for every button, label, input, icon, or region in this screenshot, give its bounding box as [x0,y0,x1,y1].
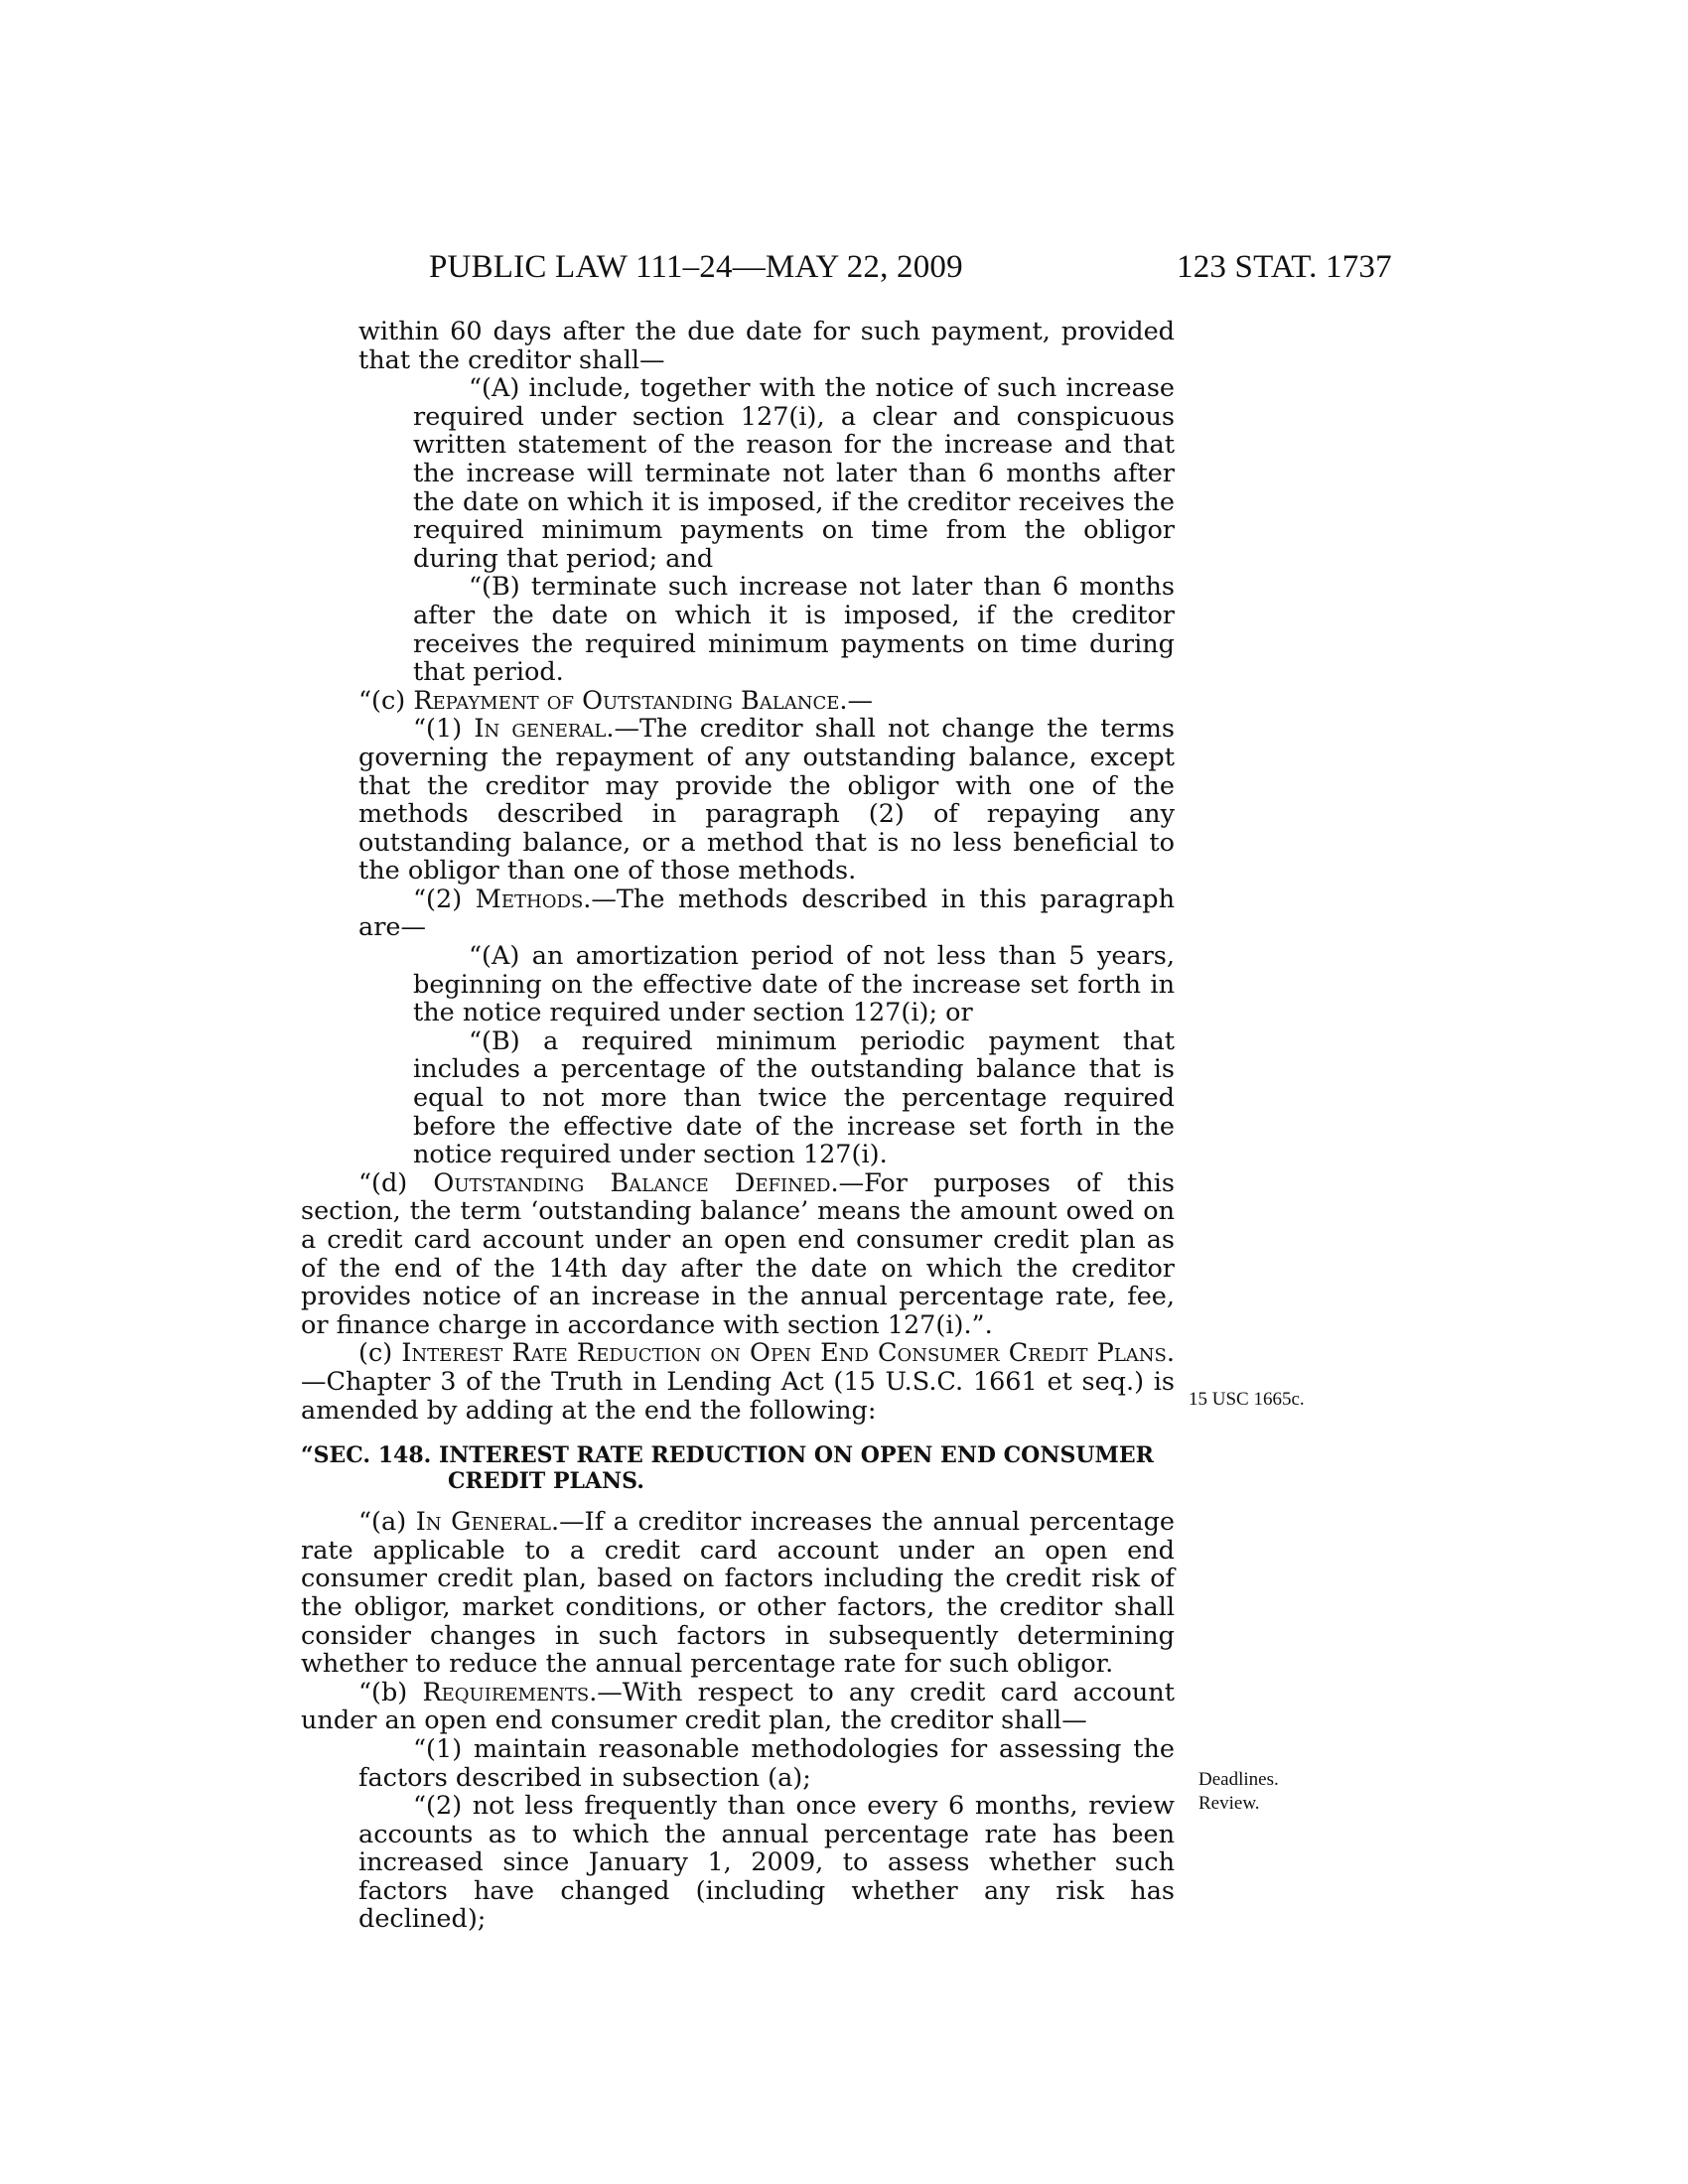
subsection-heading: Interest Rate Reduction on Open End Consumer Credit Plans [401,1338,1167,1369]
margin-note-deadlines: Deadlines. [1198,1769,1279,1790]
paragraph [301,886,1175,942]
paragraph-text: .—For purposes of this section, the term ‘outstanding balance’ means the amount owed on a credit card account under an open end consumer credit plan as of the end of the 14th day after the date on which the creditor provides notice of an increase in the annual percentage rate, fee, or finance charge in accordance with section 127(i).”. [301,1167,1175,1340]
margin-note-review: Review. [1198,1793,1260,1814]
paragraph-text: .—Chapter 3 of the Truth in Lending Act (15 U.S.C. 1661 et seq.) is amended by adding at the end the following: [301,1338,1175,1426]
subsection-number: “(a) [358,1507,416,1538]
subsection-number: “(d) [358,1167,434,1198]
paragraph-number: “(1) [413,714,475,745]
paragraph: “(2) not less frequently than once every 6 months, review accounts as to which the annual percentage rate has been increased since January 1, 2009, to assess whether such factors have changed (including whether any risk has declined); [358,1791,1175,1935]
subsection-heading: Outstanding Balance Defined [433,1167,831,1198]
paragraph-heading: Methods [475,884,584,914]
subsection-heading: Requirements [422,1677,590,1707]
paragraph-text: .—The creditor shall not change the terms governing the repayment of any outstanding balance, except that the creditor may provide the obligor with one of the methods described in paragraph (2) of repaying any outstanding balance, or a method that is no less beneficial to the obligor than one of those methods. [358,714,1176,887]
paragraph [301,715,1175,886]
paragraph [301,1339,1175,1425]
paragraph [301,1169,1175,1340]
paragraph: “(B) terminate such increase not later than 6 months after the date on which it is imposed, if the creditor receives the required minimum payments on time during that period. [413,572,1175,688]
subsection-number: “(b) [358,1677,423,1707]
paragraph [301,1679,1175,1735]
paragraph: “(A) an amortization period of not less than 5 years, beginning on the effective date of the increase set forth in the notice required under section 127(i); or [413,941,1175,1028]
paragraph-number: “(2) [413,884,476,914]
running-header: PUBLIC LAW 111–24—MAY 22, 2009 [429,249,963,285]
paragraph: “(B) a required minimum periodic payment that includes a percentage of the outstanding balance that is equal to not more than twice the percentage required before the effective date of the increase set forth in the notice required under section 127(i). [413,1025,1175,1170]
paragraph: “(1) maintain reasonable methodologies for assessing the factors described in subsection (a); [358,1733,1175,1793]
paragraph: within 60 days after the due date for such payment, provided that the creditor shall— [358,317,1175,375]
subsection-heading: Repayment of Outstanding Balance.— [413,685,873,716]
paragraph-text: .—With respect to any credit card account under an open end consumer credit plan, the creditor shall— [301,1677,1175,1736]
subsection-number: (c) [358,1338,402,1369]
page-number: 123 STAT. 1737 [1177,249,1392,285]
subsection-number: “(c) [358,685,414,716]
paragraph [301,1508,1175,1679]
paragraph [301,687,1175,716]
body-text [301,318,1175,1934]
section-heading: “SEC. 148. INTEREST RATE REDUCTION ON OPEN END CONSUMER CREDIT PLANS. [301,1442,1154,1495]
paragraph-text: .—The methods described in this paragraph are— [358,884,1175,943]
margin-note-usc: 15 USC 1665c. [1189,1389,1305,1410]
paragraph: “(A) include, together with the notice of such increase required under section 127(i), a clear and conspicuous written statement of the reason for the increase and that the increase will terminate not later than 6 months after the date on which it is imposed, if the creditor receives the required minimum payments on time from the obligor during that period; and [413,373,1175,574]
paragraph-text: .—If a creditor increases the annual percentage rate applicable to a credit card account under an open end consumer credit plan, based on factors including the credit risk of the obligor, market conditions, or other factors, the creditor shall consider changes in such factors in subsequently determining whether to reduce the annual percentage rate for such obligor. [301,1507,1175,1680]
paragraph-heading: In general [474,714,607,745]
subsection-heading: In General [415,1507,551,1538]
